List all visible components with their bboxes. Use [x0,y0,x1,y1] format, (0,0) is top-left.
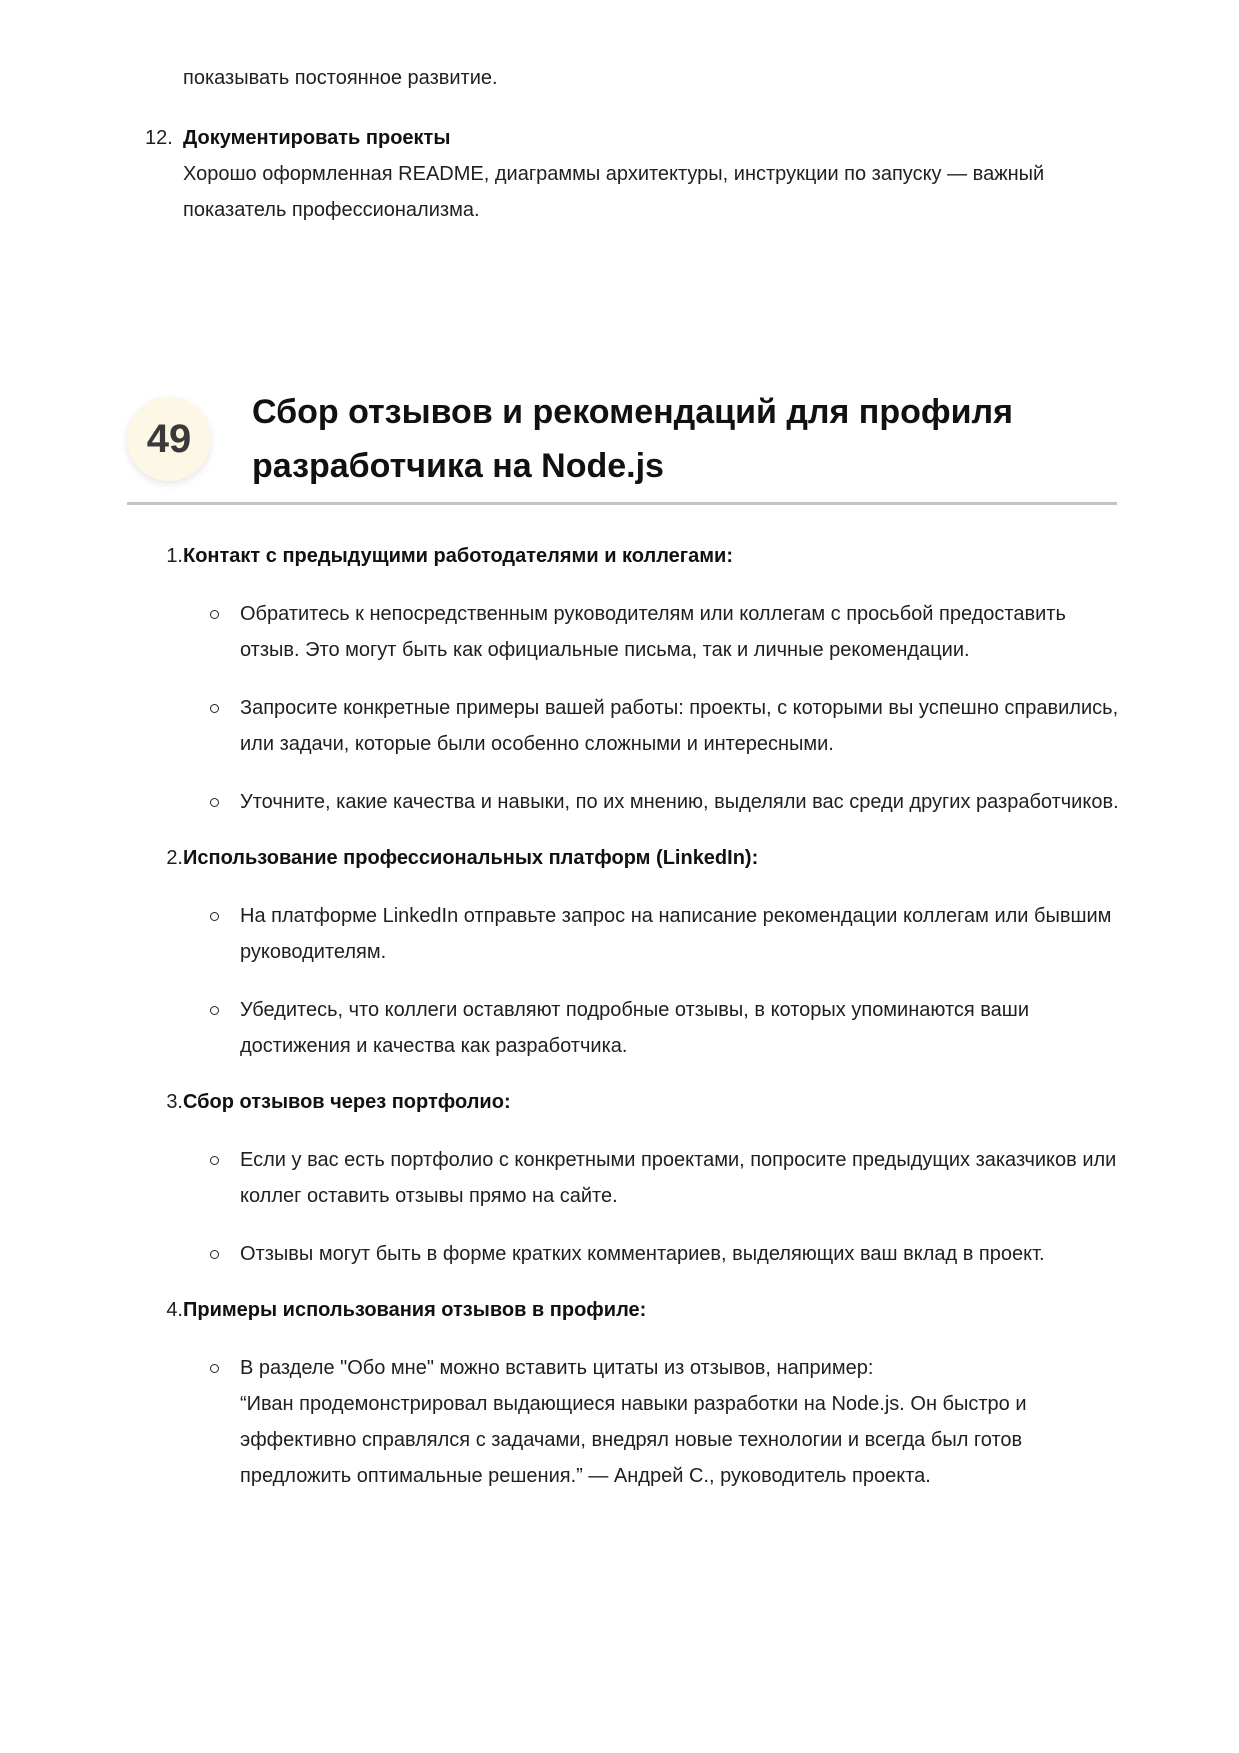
sub-list-item-text: На платформе LinkedIn отправьте запрос на написание рекомендации коллегам или бывшим руководителям. [240,905,1112,963]
list-item-number: 1. [166,545,183,567]
sub-list-item-text: Уточните, какие качества и навыки, по их мнению, выделяли вас среди других разработчиков. [240,791,1119,813]
list-item [145,538,1120,820]
sub-list-item-text: Запросите конкретные примеры вашей работы: проекты, с которыми вы успешно справились, или задачи, которые были особенно сложными и интересными. [240,697,1119,755]
sub-list-item [145,596,1120,668]
testimonial-quote: “Иван продемонстрировал выдающиеся навыки разработки на Node.js. Он быстро и эффективно справлялся с задачами, внедрял новые технологии и всегда был готов предложить оптимальные решения.” — Андрей С., руководитель проекта. [240,1393,1027,1487]
circle-bullet-icon [210,1156,219,1165]
list-item-number: 3. [166,1091,183,1113]
list-item [145,1292,1120,1494]
sub-list-item [145,1236,1120,1272]
circle-bullet-icon [210,610,219,619]
circle-bullet-icon [210,798,219,807]
circle-bullet-icon [210,1006,219,1015]
list-item-number: 12. [145,127,173,149]
list-item [145,840,1120,1064]
list-item-number: 2. [166,847,183,869]
sub-list-item-text: Если у вас есть портфолио с конкретными проектами, попросите предыдущих заказчиков или коллег оставить отзывы прямо на сайте. [240,1149,1117,1207]
sub-list [145,596,1120,820]
sub-list-item-text: Убедитесь, что коллеги оставляют подробные отзывы, в которых упоминаются ваши достижения и качества как разработчика. [240,999,1030,1057]
circle-bullet-icon [210,704,219,713]
list-item-number: 4. [166,1299,183,1321]
list-item-heading: Использование профессиональных платформ (LinkedIn): [183,847,759,869]
list-item [145,1084,1120,1272]
sub-list [145,1142,1120,1272]
sub-list-item [145,690,1120,762]
list-item-heading: Контакт с предыдущими работодателями и коллегами: [183,545,733,567]
sub-list-item-text: Обратитесь к непосредственным руководителям или коллегам с просьбой предоставить отзыв. Это могут быть как официальные письма, так и личные рекомендации. [240,603,1066,661]
section-divider [127,502,1117,505]
section-number-badge: 49 [127,397,211,481]
sub-list [145,1350,1120,1494]
section-title: Сбор отзывов и рекомендаций для профиля разработчика на Node.js [252,393,1013,485]
circle-bullet-icon [210,912,219,921]
list-item-text: Хорошо оформленная README, диаграммы архитектуры, инструкции по запуску — важный показатель профессионализма. [183,163,1045,221]
list-item-heading: Сбор отзывов через портфолио: [183,1091,511,1113]
sub-list-item [145,992,1120,1064]
sub-list [145,898,1120,1064]
circle-bullet-icon [210,1364,219,1373]
sub-list-item [145,1142,1120,1214]
list-item-12 [145,120,1085,228]
sub-list-item [145,1350,1120,1494]
sub-list-item [145,784,1120,820]
list-item-heading: Примеры использования отзывов в профиле: [183,1299,647,1321]
sub-list-item-text: Отзывы могут быть в форме кратких комментариев, выделяющих ваш вклад в проект. [240,1243,1045,1265]
circle-bullet-icon [210,1250,219,1259]
section-header [127,385,1117,505]
section-list [145,538,1120,1514]
continuation-text: показывать постоянное развитие. [183,67,498,89]
sub-list-item [145,898,1120,970]
list-item-title: Документировать проекты [183,127,451,149]
sub-list-item-text: В разделе "Обо мне" можно вставить цитаты из отзывов, например: [240,1357,874,1379]
